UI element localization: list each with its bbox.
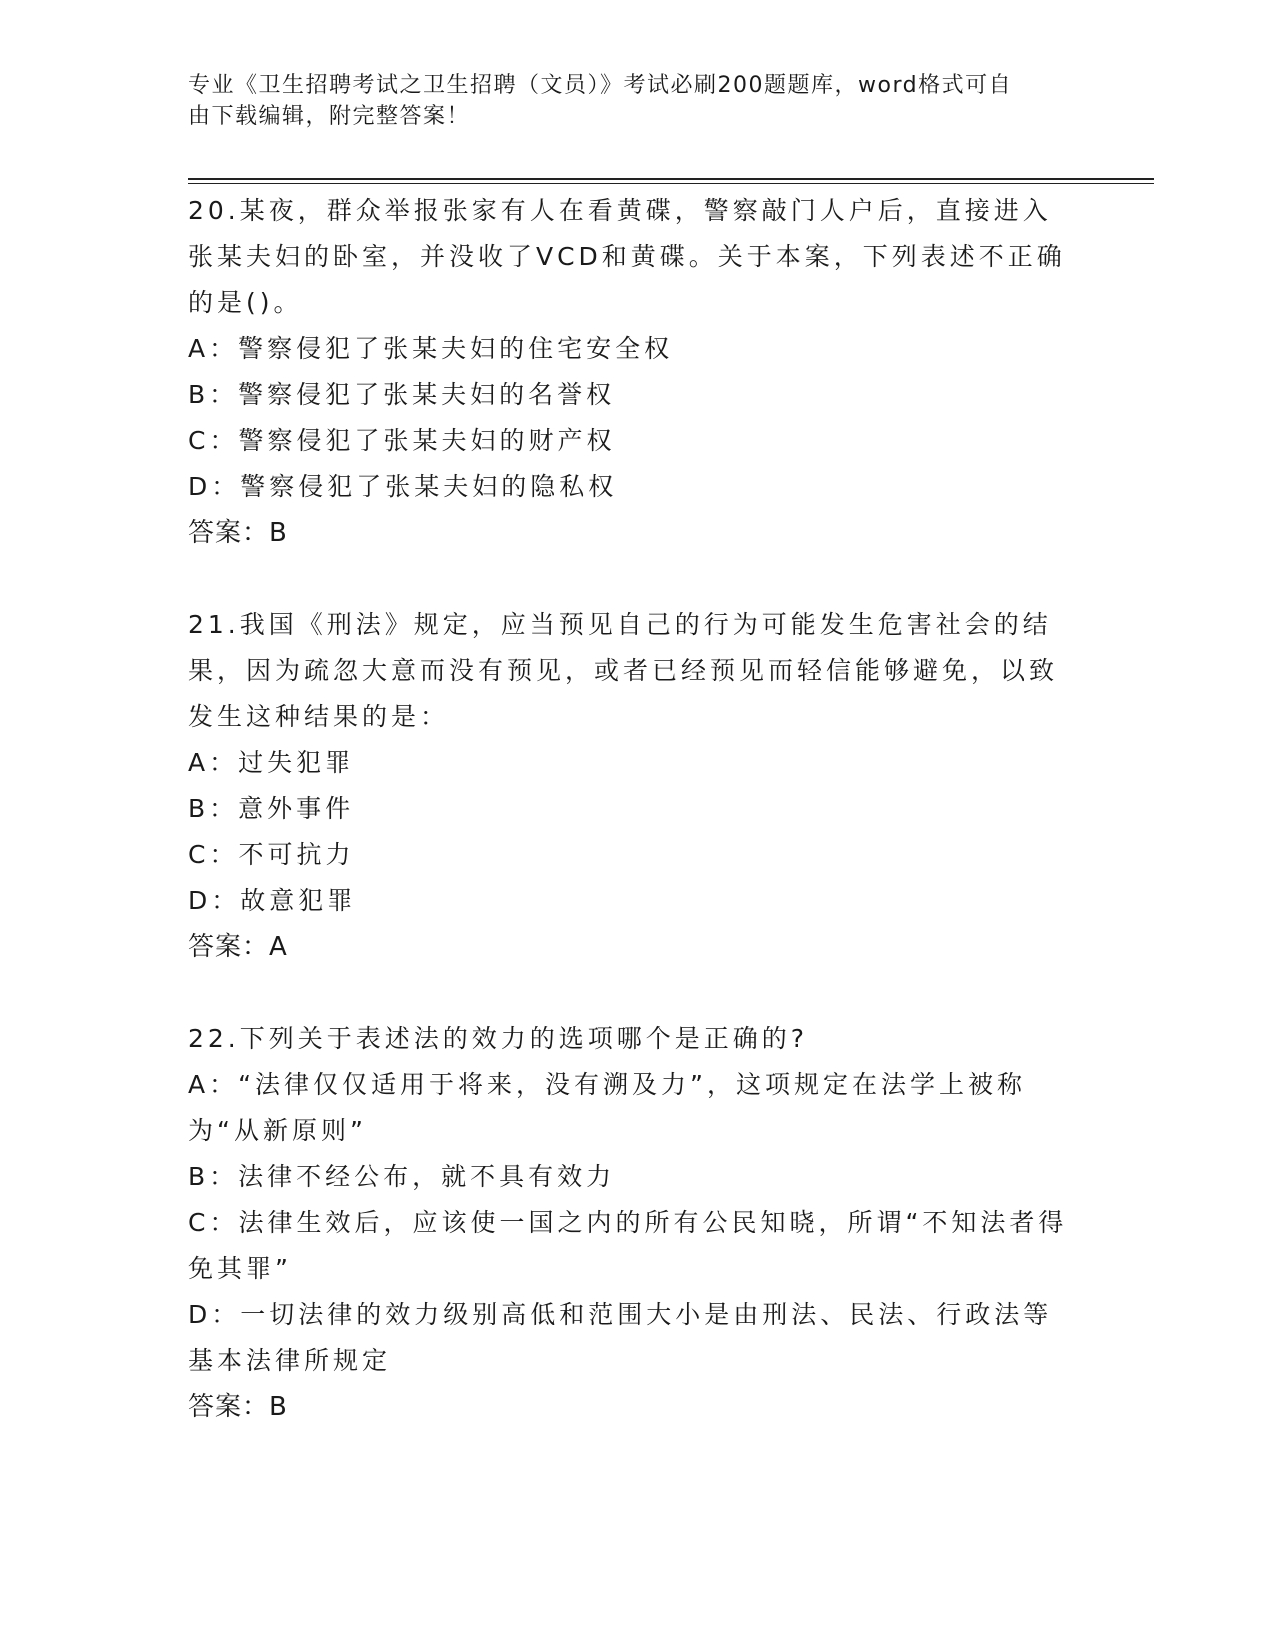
- question-22: [188, 1016, 1068, 1430]
- option-a: A：过失犯罪: [188, 748, 355, 777]
- document-header: [188, 70, 1068, 132]
- header-divider-thin: [188, 183, 1154, 184]
- question-spacer: [188, 970, 1068, 1016]
- header-divider-thick: [188, 178, 1154, 180]
- option-d: D：警察侵犯了张某夫妇的隐私权: [188, 472, 618, 501]
- option-b: B：意外事件: [188, 794, 355, 823]
- option-a: A：警察侵犯了张某夫妇的住宅安全权: [188, 334, 674, 363]
- option-d: D：故意犯罪: [188, 886, 357, 915]
- option-c: C：法律生效后，应该使一国之内的所有公民知晓，所谓“不知法者得免其罪”: [188, 1208, 1068, 1283]
- question-stem: 20.某夜，群众举报张家有人在看黄碟，警察敲门人户后，直接进入张某夫妇的卧室，并没收了VCD和黄碟。关于本案，下列表述不正确的是()。: [188, 196, 1066, 317]
- header-line-1: 专业《卫生招聘考试之卫生招聘（文员）》考试必刷200题题库，word格式可自: [188, 73, 1013, 98]
- option-c: C：警察侵犯了张某夫妇的财产权: [188, 426, 616, 455]
- header-line-2: 由下载编辑，附完整答案！: [188, 104, 471, 129]
- answer-line: 答案：B: [188, 518, 288, 548]
- answer-line: 答案：A: [188, 932, 288, 962]
- answer-line: 答案：B: [188, 1392, 288, 1422]
- question-stem: 22.下列关于表述法的效力的选项哪个是正确的?: [188, 1024, 809, 1053]
- option-a: A：“法律仅仅适用于将来，没有溯及力”，这项规定在法学上被称为“从新原则”: [188, 1070, 1027, 1145]
- option-b: B：法律不经公布，就不具有效力: [188, 1162, 616, 1191]
- question-stem: 21.我国《刑法》规定，应当预见自己的行为可能发生危害社会的结果，因为疏忽大意而没有预见，或者已经预见而轻信能够避免，以致发生这种结果的是：: [188, 610, 1059, 731]
- question-21: [188, 602, 1068, 970]
- question-20: [188, 188, 1068, 556]
- question-list: [188, 188, 1068, 1430]
- option-d: D：一切法律的效力级别高低和范围大小是由刑法、民法、行政法等基本法律所规定: [188, 1300, 1053, 1375]
- option-c: C：不可抗力: [188, 840, 355, 869]
- option-b: B：警察侵犯了张某夫妇的名誉权: [188, 380, 616, 409]
- question-spacer: [188, 556, 1068, 602]
